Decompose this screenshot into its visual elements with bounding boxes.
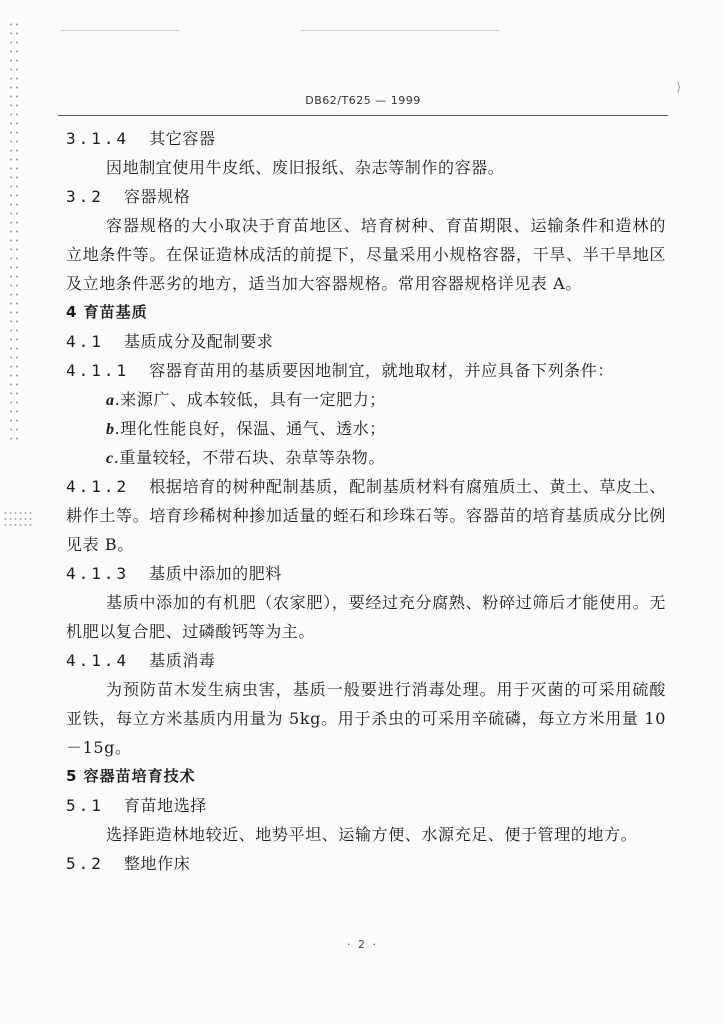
section-heading-5 [66, 762, 666, 791]
header-rule [58, 115, 668, 116]
list-item [66, 385, 666, 414]
page-number: · 2 · [347, 938, 378, 951]
section-heading-4 [66, 298, 666, 327]
section-heading-4-1 [66, 327, 666, 356]
section-number: 5.2 [66, 854, 104, 873]
scan-noise-line [300, 30, 500, 31]
section-heading-3-2 [66, 182, 666, 211]
scan-noise-line [60, 30, 180, 31]
paragraph-4-1-4: 为预防苗木发生病虫害，基质一般要进行消毒处理。用于灭菌的可采用硫酸亚铁，每立方米基质内用量为 5kg。用于杀虫的可采用辛硫磷，每立方米用量 10－15g。 [66, 680, 666, 757]
scan-corner-mark: ⟩ [676, 80, 681, 94]
paragraph-3-1-4: 因地制宜使用牛皮纸、废旧报纸、杂志等制作的容器。 [106, 158, 505, 177]
section-number: 5.1 [66, 796, 104, 815]
paragraph-4-1-2 [66, 472, 666, 559]
list-item-text: .理化性能良好，保温、通气、透水； [114, 419, 386, 438]
section-number: 4.1.1 [66, 361, 130, 380]
section-heading-5-2 [66, 849, 666, 878]
section-number: 4.1.4 [66, 651, 130, 670]
list-marker: c [106, 450, 114, 467]
scan-edge-artifact [8, 20, 18, 440]
list-item [66, 443, 666, 472]
section-title: 其它容器 [149, 129, 216, 148]
list-item [66, 414, 666, 443]
paragraph-5-1: 选择距造林地较近、地势平坦、运输方便、水源充足、便于管理的地方。 [106, 825, 638, 844]
section-number: 4 [66, 303, 78, 321]
list-item-text: .重量较轻，不带石块、杂草等杂物。 [113, 448, 385, 467]
section-text: 根据培育的树种配制基质，配制基质材料有腐殖质土、黄土、草皮土、耕作土等。培育珍稀树种掺加适量的蛭石和珍珠石等。容器苗的培育基质成分比例见表 B。 [66, 477, 666, 554]
list-item-text: .来源广、成本较低，具有一定肥力； [114, 390, 386, 409]
scan-edge-artifact [3, 510, 33, 528]
section-text: 容器育苗用的基质要因地制宜，就地取材，并应具备下列条件： [149, 361, 614, 380]
section-title: 整地作床 [123, 854, 191, 873]
section-heading-4-1-4 [66, 646, 666, 675]
section-heading-4-1-3 [66, 559, 666, 588]
section-heading-3-1-4 [66, 124, 666, 153]
paragraph-4-1-3: 基质中添加的有机肥（农家肥），要经过充分腐熟、粉碎过筛后才能使用。无机肥以复合肥、过磷酸钙等为主。 [66, 593, 666, 641]
section-title: 基质成分及配制要求 [123, 332, 274, 351]
list-marker: a [106, 392, 115, 409]
document-body [66, 124, 666, 878]
section-title: 育苗地选择 [123, 796, 207, 815]
list-marker: b [106, 421, 115, 438]
section-number: 4.1.2 [66, 477, 130, 496]
section-heading-4-1-1 [66, 356, 666, 385]
section-heading-5-1 [66, 791, 666, 820]
section-title: 育苗基质 [83, 303, 148, 321]
section-number: 5 [66, 767, 78, 785]
section-number: 3.2 [66, 187, 104, 206]
page-header: DB62/T625 — 1999 [305, 94, 421, 107]
section-title: 容器苗培育技术 [83, 767, 196, 785]
section-number: 4.1.3 [66, 564, 130, 583]
paragraph-3-2: 容器规格的大小取决于育苗地区、培育树种、育苗期限、运输条件和造林的立地条件等。在保证造林成活的前提下，尽量采用小规格容器，干旱、半干旱地区及立地条件恶劣的地方，适当加大容器规格。常用容器规格详见表 A。 [66, 216, 666, 293]
section-number: 3.1.4 [66, 129, 130, 148]
section-number: 4.1 [66, 332, 104, 351]
section-title: 基质中添加的肥料 [149, 564, 282, 583]
section-title: 容器规格 [123, 187, 191, 206]
section-title: 基质消毒 [149, 651, 216, 670]
